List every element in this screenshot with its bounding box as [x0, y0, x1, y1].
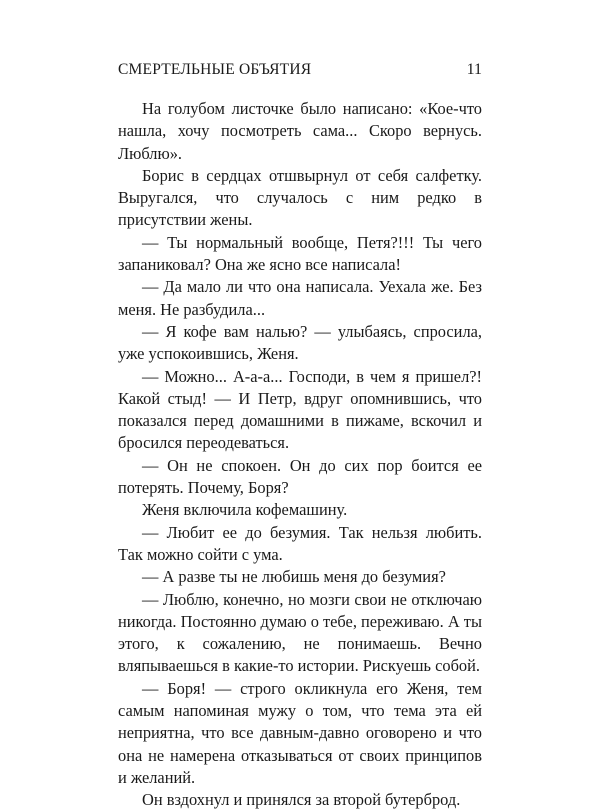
- paragraph: — Можно... А-а-а... Господи, в чем я пришел?! Какой стыд! — И Петр, вдруг опомнившись, что показался перед домашними в пижаме, вскочил и бросился переодеваться.: [118, 366, 482, 453]
- paragraph: — Ты нормальный вообще, Петя?!!! Ты чего запаниковал? Она же ясно все написала!: [118, 232, 482, 275]
- paragraph: — Люблю, конечно, но мозги свои не отключаю никогда. Постоянно думаю о тебе, переживаю. А ты этого, к сожалению, не понимаешь. Вечно вляпываешься в какие-то истории. Рискуешь собой.: [118, 589, 482, 676]
- page-number: 11: [466, 61, 482, 78]
- paragraph: — А разве ты не любишь меня до безумия?: [142, 567, 446, 587]
- paragraph: На голубом листочке было написано: «Кое-что нашла, хочу посмотреть сама... Скоро вернусь. Люблю».: [118, 99, 482, 163]
- page-header: [118, 61, 482, 81]
- paragraph: Он вздохнул и принялся за второй бутерброд.: [142, 790, 461, 810]
- paragraph: — Я кофе вам налью? — улыбаясь, спросила, уже успокоившись, Женя.: [118, 321, 482, 364]
- body-text: [118, 98, 482, 812]
- running-title: СМЕРТЕЛЬНЫЕ ОБЪЯТИЯ: [118, 61, 312, 78]
- paragraph: — Любит ее до безумия. Так нельзя любить. Так можно сойти с ума.: [118, 522, 482, 564]
- paragraph: Женя включила кофемашину.: [142, 500, 348, 520]
- paragraph: Борис в сердцах отшвырнул от себя салфетку. Выругался, что случалось с ним редко в присутствии жены.: [118, 165, 482, 230]
- paragraph: — Он не спокоен. Он до сих пор боится ее потерять. Почему, Боря?: [118, 455, 482, 498]
- paragraph: — Да мало ли что она написала. Уехала же. Без меня. Не разбудила...: [118, 277, 482, 319]
- paragraph: — Боря! — строго окликнула его Женя, тем самым напоминая мужу о том, что тема эта ей неприятна, что все давным-давно оговорено и что она не намерена отказываться от своих принципов и желаний.: [118, 678, 482, 787]
